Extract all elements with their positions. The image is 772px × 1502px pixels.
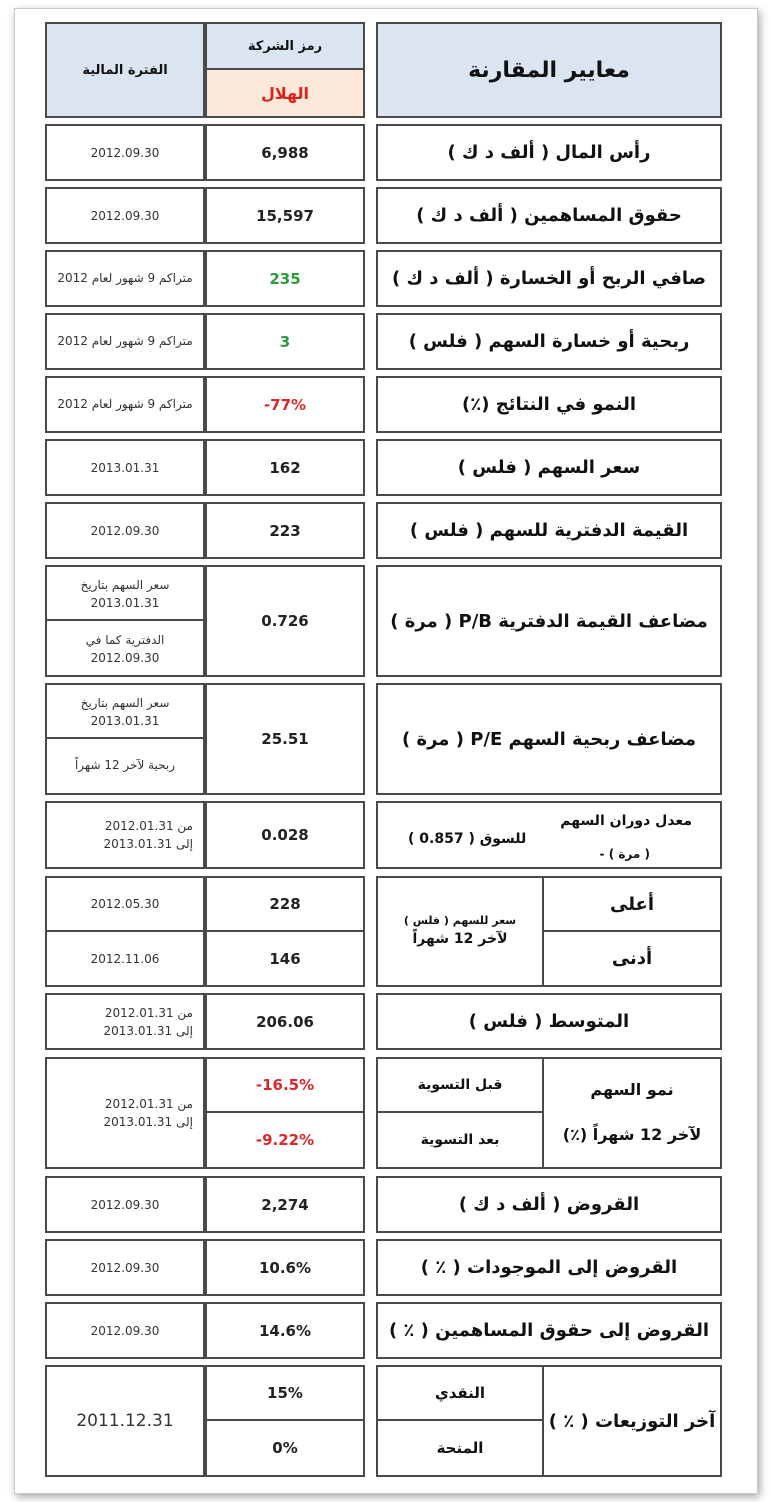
row-after-value [205,1111,365,1169]
label-text: ربحية أو خسارة السهم ( فلس ) [408,331,690,352]
value-text: 235 [269,269,301,288]
period-text: سعر السهم بتاريخ [80,578,170,593]
period-date: 2012.09.30 [90,650,160,665]
row-low-value [205,930,365,987]
row-price-period [45,439,205,496]
company-code-label: رمز الشركة [247,38,323,54]
row-pe-value [205,683,365,795]
value-text: 228 [269,895,301,913]
label-text: حقوق المساهمين ( ألف د ك ) [416,205,682,226]
row-capital-period [45,124,205,181]
label-text: النقدي [434,1383,486,1402]
value-text: 162 [269,458,301,477]
row-capital-value [205,124,365,181]
row-high-period [45,876,205,932]
range-to: إلى 2013.01.31 [103,1023,193,1038]
row-low-label [542,930,722,987]
range-to: إلى 2013.01.31 [103,1115,193,1129]
label-text: رأس المال ( ألف د ك ) [447,142,651,163]
label-text: آخر التوزيعات ( ٪ ) [548,1410,716,1432]
label-text: لآخر 12 شهراً (٪) [562,1125,702,1144]
label-text: مضاعف القيمة الدفترية P/B ( مرة ) [390,610,708,632]
value-text: 15% [267,1384,303,1402]
company-name-cell [205,68,365,118]
value-text: 3 [279,332,291,351]
row-book-value-label [376,502,722,559]
value-text: 2,274 [261,1195,309,1214]
label-text: القروض إلى حقوق المساهمين ( ٪ ) [388,1320,710,1341]
row-growth-value [205,376,365,433]
row-net-profit-label [376,250,722,307]
range-from: من 2012.01.31 [104,1005,193,1020]
label-text: سعر للسهم ( فلس ) [403,913,517,927]
row-cash-label [376,1365,544,1421]
row-capital-label [376,124,722,181]
value-text: 14.6% [258,1321,312,1340]
period-text: سعر السهم بتاريخ [80,696,170,711]
row-book-value-period [45,502,205,559]
row-before-label [376,1057,544,1113]
value-text: 0.028 [261,826,309,844]
row-loans-equity-label [376,1302,722,1359]
period-date: 2013.01.31 [90,595,160,610]
row-pb-label [376,565,722,677]
period-header [45,22,205,118]
value-text: -16.5% [255,1076,315,1094]
value-text: 25.51 [261,730,309,748]
label-text: مضاعف ربحية السهم P/E ( مرة ) [401,728,697,750]
value-text: 0.726 [261,612,309,630]
period-date: 2013.01.31 [90,713,160,728]
row-loans-label [376,1176,722,1233]
row-equity-label [376,187,722,244]
row-loans-period [45,1176,205,1233]
label-text: سعر السهم ( فلس ) [457,457,641,478]
criteria-header-text: معايير المقارنة [468,57,630,83]
label-text: قبل التسوية [417,1076,503,1093]
period-text: متراكم 9 شهور لعام 2012 [57,396,193,411]
range-from: من 2012.01.31 [104,819,193,833]
period-text: 2011.12.31 [76,1411,174,1431]
period-text: 2012.09.30 [90,523,160,538]
row-pb-period-top [45,565,205,621]
label-text: أعلى [609,893,655,915]
label-text: النمو في النتائج (٪) [462,394,636,415]
row-price-value [205,439,365,496]
row-book-value-value [205,502,365,559]
period-text: 2012.05.30 [90,897,160,911]
label-text: أدنى [611,948,653,969]
company-code-header [205,22,365,70]
period-text: 2012.09.30 [90,1323,160,1338]
range-from: من 2012.01.31 [104,1097,193,1111]
value-text: 146 [269,949,301,968]
period-text: الدفترية كما في [85,633,165,648]
row-loans-assets-period [45,1239,205,1296]
period-text: 2012.09.30 [90,1197,160,1212]
row-pe-period-top [45,683,205,739]
row-high-low-group [376,876,544,987]
row-turnover-value [205,801,365,869]
period-text: متراكم 9 شهور لعام 2012 [57,333,193,348]
row-turnover-label [376,801,722,869]
row-loans-value [205,1176,365,1233]
row-price-label [376,439,722,496]
row-loans-equity-value [205,1302,365,1359]
label-text: القروض ( ألف د ك ) [458,1194,640,1215]
value-text: 10.6% [258,1258,312,1277]
row-growth-period [45,376,205,433]
row-pe-label [376,683,722,795]
row-high-value [205,876,365,932]
period-text: 2012.09.30 [90,145,160,160]
value-text: 6,988 [261,143,309,162]
row-before-value [205,1057,365,1113]
row-turnover-period [45,801,205,869]
label-text: نمو السهم [590,1080,674,1100]
row-bonus-label [376,1419,544,1477]
row-pb-period-bottom [45,619,205,677]
value-text: -9.22% [255,1131,315,1149]
row-pb-value [205,565,365,677]
row-equity-period [45,187,205,244]
row-after-label [376,1111,544,1169]
row-loans-assets-label [376,1239,722,1296]
row-net-profit-period [45,250,205,307]
label-text: بعد التسوية [420,1131,500,1148]
label-text: المنحة [436,1438,484,1457]
label-text: صافي الربح أو الخسارة ( ألف د ك ) [392,268,707,289]
row-average-value [205,993,365,1050]
row-bonus-value [205,1419,365,1477]
row-growth-label [376,376,722,433]
row-dividends-label [542,1365,722,1477]
row-eps-value [205,313,365,370]
row-net-profit-value [205,250,365,307]
row-eps-label [376,313,722,370]
period-text: 2012.09.30 [90,208,160,223]
row-high-label [542,876,722,932]
row-average-period [45,993,205,1050]
period-text: 2013.01.31 [90,460,160,475]
row-loans-equity-period [45,1302,205,1359]
label-text: القيمة الدفترية للسهم ( فلس ) [409,520,689,541]
period-text: 2012.11.06 [90,951,160,966]
value-text: 206.06 [256,1012,314,1031]
value-text: 0% [272,1439,298,1457]
row-dividends-period [45,1365,205,1477]
row-cash-value [205,1365,365,1421]
period-label: الفترة المالية [82,62,168,78]
range-to: إلى 2013.01.31 [103,837,193,851]
label-text-market: للسوق ( 0.857 ) [408,831,527,847]
label-text: المتوسط ( فلس ) [468,1011,630,1032]
row-share-growth-label [542,1057,722,1169]
row-eps-period [45,313,205,370]
period-text: ربحية لآخر 12 شهراً [74,758,176,773]
row-equity-value [205,187,365,244]
label-text: القروض إلى الموجودات ( ٪ ) [420,1257,678,1278]
company-name: الهلال [260,83,310,103]
row-pe-period-bottom [45,737,205,795]
label-text: معدل دوران السهم [560,813,692,829]
value-text: 15,597 [256,206,314,225]
period-text: متراكم 9 شهور لعام 2012 [57,270,193,285]
row-share-growth-period [45,1057,205,1169]
row-low-period [45,930,205,987]
criteria-header [376,22,722,118]
value-text: 223 [269,521,301,540]
row-average-label [376,993,722,1050]
period-text: 2012.09.30 [90,1260,160,1275]
label-text-unit: ( مرة ) - [599,847,650,861]
row-loans-assets-value [205,1239,365,1296]
value-text: -77% [263,395,307,414]
label-text: لآخر 12 شهراً [412,931,508,948]
